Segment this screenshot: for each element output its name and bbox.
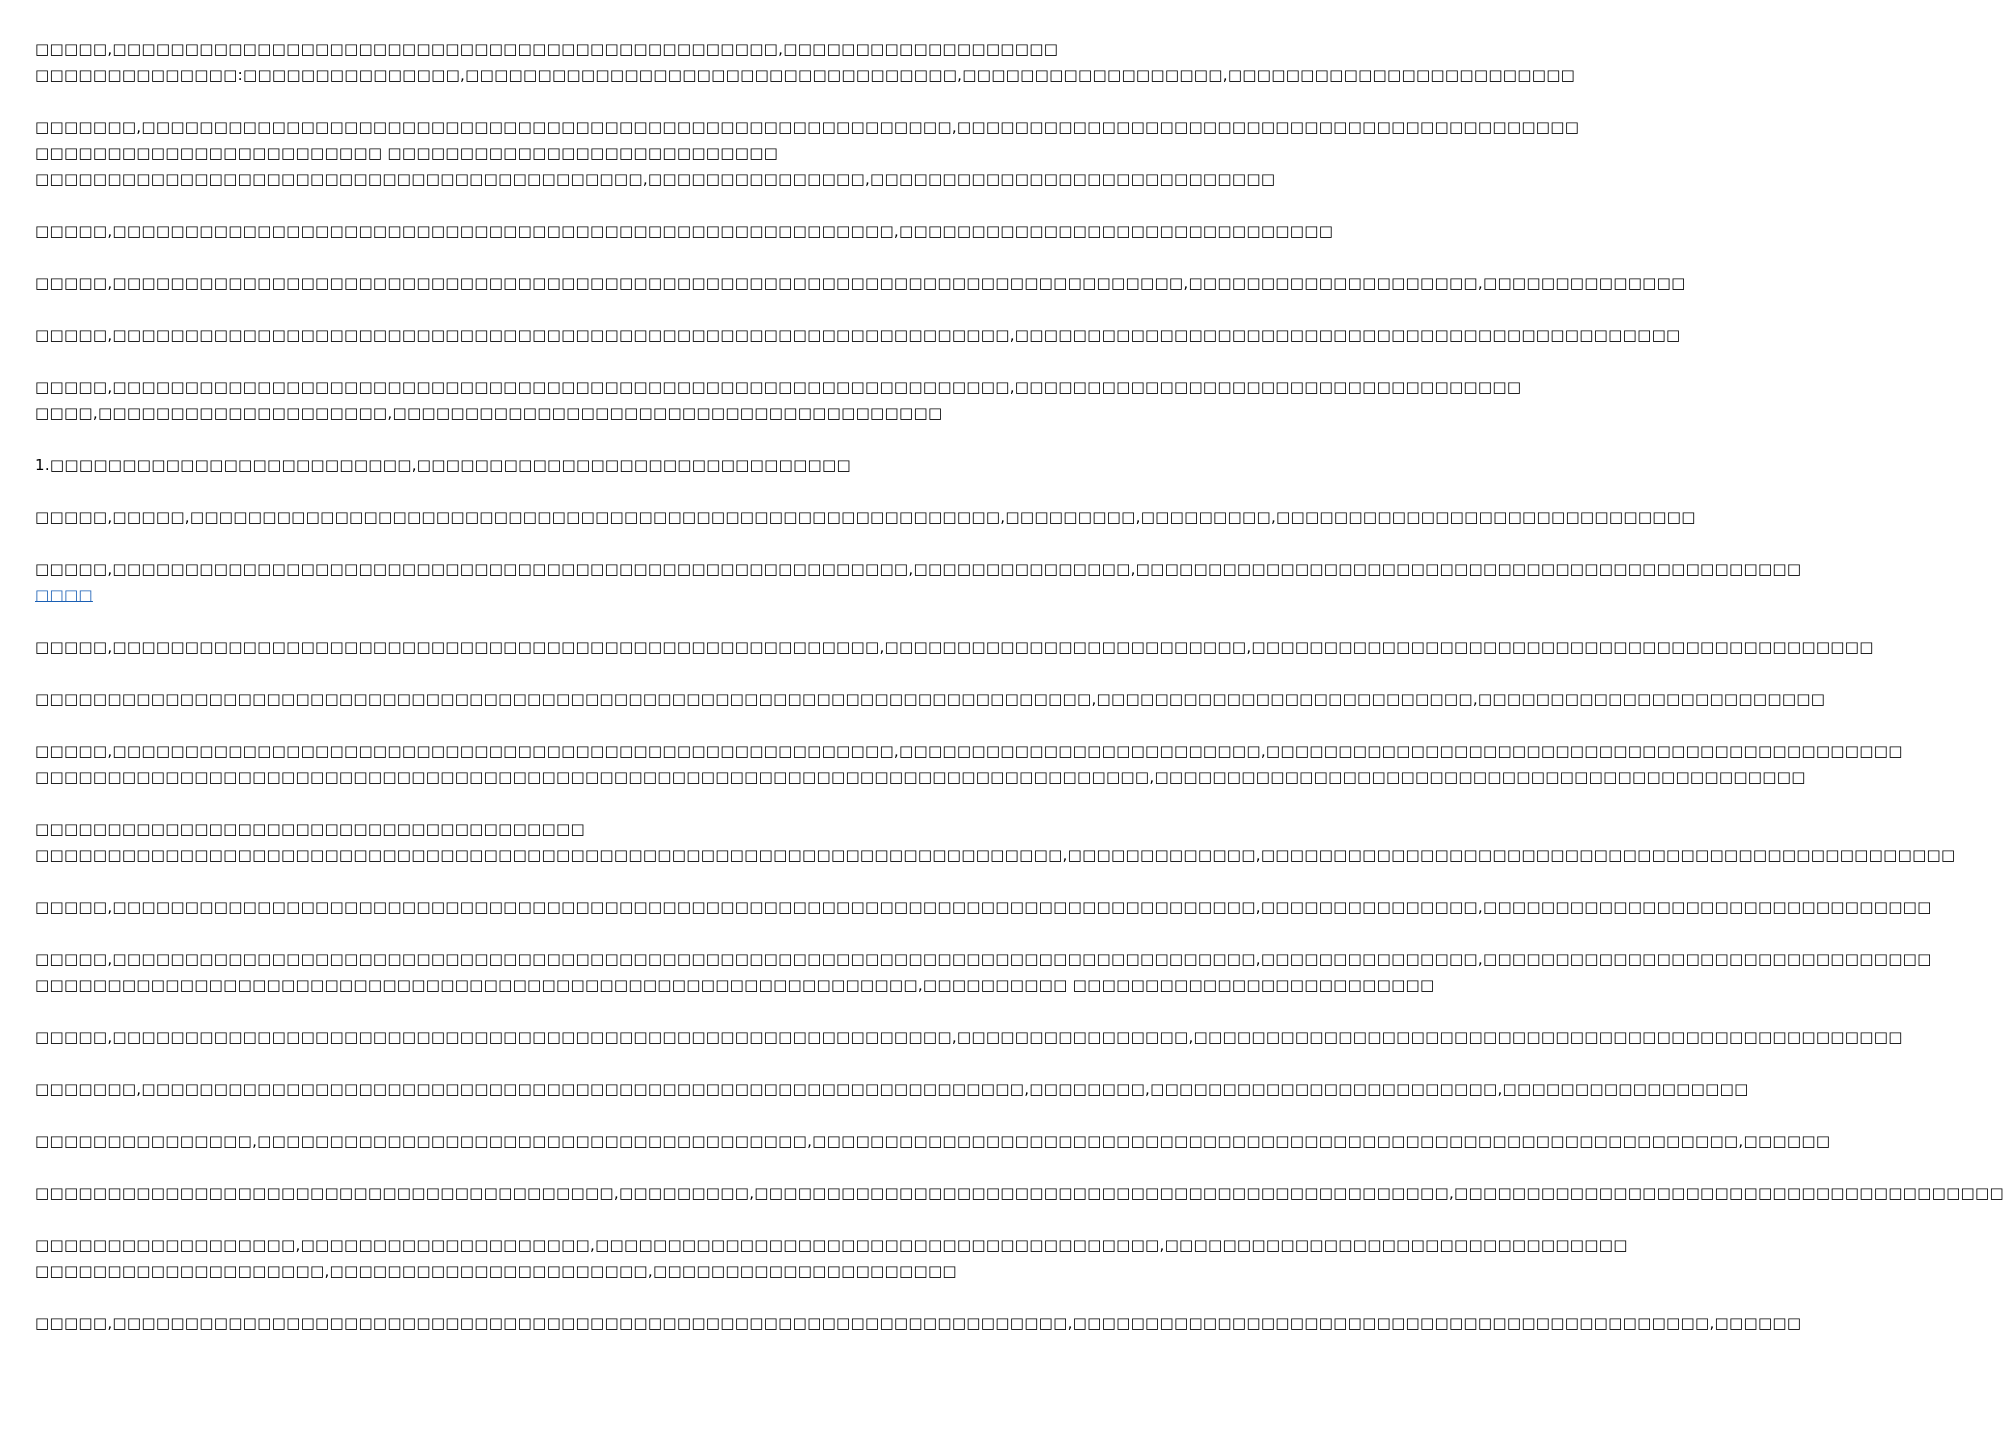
inline-link[interactable]: □□□□ xyxy=(35,586,93,604)
paragraph xyxy=(35,218,1334,244)
text-line: □□□□□,□□□□□□□□□□□□□□□□□□□□□□□□□□□□□□□□□□□□□□□□□□□□□□□□□□□□□□□□□□□□□□,□□□□□□□□□□□□□□□□□□□□□□□□□□□□□□□□□□□ xyxy=(35,378,1522,396)
text-line: □□□□□,□□□□□□□□□□□□□□□□□□□□□□□□□□□□□□□□□□□□□□□□□□□□□□□□□□□□□□□□□□,□□□□□□□□□□□□□□□□,□□□□□□□□□□□□□□□□□□□□□□□□□□□□□□□□□□□□□□□□□□□□□□□□□ xyxy=(35,1028,1903,1046)
document-body xyxy=(35,36,2004,1362)
text-line: □□□□□□□□□□□□□□□□□□,□□□□□□□□□□□□□□□□□□□□,□□□□□□□□□□□□□□□□□□□□□□□□□□□□□□□□□□□□□□□,□□□□□□□□□□□□□□□□□□□□□□□□□□□□□□□□ xyxy=(35,1236,1628,1254)
text-line: □□□□□□□,□□□□□□□□□□□□□□□□□□□□□□□□□□□□□□□□□□□□□□□□□□□□□□□□□□□□□□□□□□□□□,□□□□□□□□,□□□□□□□□□□□□□□□□□□□□□□□□,□□□□□□□□□□□□□□□□□ xyxy=(35,1080,1749,1098)
text-line: □□□□□□□□□□□□□□□□□□□□□□□□ □□□□□□□□□□□□□□□□□□□□□□□□□□□ xyxy=(35,144,779,162)
paragraph xyxy=(35,686,1826,712)
text-line: □□□□□,□□□□□□□□□□□□□□□□□□□□□□□□□□□□□□□□□□□□□□□□□□□□□□□□□□□□□□□,□□□□□□□□□□□□□□□,□□□□□□□□□□□□□□□□□□□□□□□□□□□□□□□□□□□□□□□□□□□□□□ xyxy=(35,560,1802,578)
paragraph xyxy=(35,322,1681,348)
paragraph xyxy=(35,374,1522,426)
paragraph xyxy=(35,1232,1628,1284)
paragraph xyxy=(35,36,1576,88)
paragraph xyxy=(35,504,1696,530)
text-line: □□□□□□□□□□□□□□□□□□□□□□□□□□□□□□□□□□□□□□□□□□□□□□□□□□□□□□□□□□□□□□□□□□□□□□□□□,□□□□□□□□□□□□□□□□□□□□□□□□□□,□□□□□□□□□□□□□□□□□□□□□□□□ xyxy=(35,690,1826,708)
paragraph xyxy=(35,452,989,478)
text-line: □□□□□□□□□□□□□□□□□□□□□□□□□□□□□□□□□□□□□□ xyxy=(35,820,585,838)
paragraph xyxy=(35,1180,2004,1206)
paragraph xyxy=(35,946,1932,998)
text-line: □□□□,□□□□□□□□□□□□□□□□□□□□,□□□□□□□□□□□□□□□□□□□□□□□□□□□□□□□□□□□□□□ xyxy=(35,404,943,422)
text-line: □□□□□□□□□□□□□□□□□□□□□□□□□□□□□□□□□□□□□□□□□□□□□□□□□□□□□□□□□□□□□□□□□□□□□□□,□□□□□□□□□□□□□,□□□□□□□□□□□□□□□□□□□□□□□□□□□□□□□□□□□□□□□□□□□□□□□□ xyxy=(35,846,1956,864)
paragraph xyxy=(35,556,1802,608)
paragraph xyxy=(35,270,1686,296)
paragraph xyxy=(35,738,1903,790)
text-line: □□□□□□□□□□□□□□□□□□□□□□□□□□□□□□□□□□□□□□□□□□□□□□□□□□□□□□□□□□□□□□□□□□□□□□□□□□□□□,□□□□□□□□□□□□□□□□□□□□□□□□□□□□□□□□□□□□□□□□□□□□□ xyxy=(35,768,1806,786)
text-line: □□□□□,□□□□□□□□□□□□□□□□□□□□□□□□□□□□□□□□□□□□□□□□□□□□□□□□□□□□□□□□□□□□□□□□□□□□□□□□□□□□□□□,□□□□□□□□□□□□□□□,□□□□□□□□□□□□□□□□□□□□□□□□□□□□□□□ xyxy=(35,898,1932,916)
text-line: □□□□□□□□□□□□□□□□□□□□□□□□□□□□□□□□□□□□□□□□□□□□□□□□□□□□□□□□□□□□□,□□□□□□□□□□ □□□□□□□□□□□□□□□□□□□□□□□□□ xyxy=(35,976,1435,994)
text-line: 1.□□□□□□□□□□□□□□□□□□□□□□□□□,□□□□□□□□□□□□□□□□□□□□□□□□□□□□□□ xyxy=(35,456,851,474)
text-line: □□□□□□□□□□□□□□□□□□□□□□□□□□□□□□□□□□□□□□□□□□,□□□□□□□□□□□□□□□,□□□□□□□□□□□□□□□□□□□□□□□□□□□□ xyxy=(35,170,1276,188)
text-line: □□□□□,□□□□□□□□□□□□□□□□□□□□□□□□□□□□□□□□□□□□□□□□□□□□□□□□□□□□□□□□□□□□□□□□□□□□□□□□□□,□□□□□□□□□□□□□□□□□□□□,□□□□□□□□□□□□□□ xyxy=(35,274,1686,292)
paragraph xyxy=(35,894,1932,920)
paragraph xyxy=(35,1024,1903,1050)
text-line: □□□□□□□□□□□□□□□□□□□□□□□□□□□□□□□□□□□□□□□□,□□□□□□□□□,□□□□□□□□□□□□□□□□□□□□□□□□□□□□□□□□□□□□□□□□□□□□□□□□,□□□□□□□□□□□□□□□□□□□□□□□□□□□□□□□□□□□□□□ xyxy=(35,1184,2004,1202)
paragraph xyxy=(35,1128,1831,1154)
text-line: □□□□□,□□□□□□□□□□□□□□□□□□□□□□□□□□□□□□□□□□□□□□□□□□□□□□□□□□□□□□,□□□□□□□□□□□□□□□□□□□□□□□□□□□□□□ xyxy=(35,222,1334,240)
paragraph xyxy=(35,1076,1749,1102)
text-line: □□□□□,□□□□□□□□□□□□□□□□□□□□□□□□□□□□□□□□□□□□□□□□□□□□□□□□□□□□□□,□□□□□□□□□□□□□□□□□□□□□□□□□,□□□□□□□□□□□□□□□□□□□□□□□□□□□□□□□□□□□□□□□□□□□□ xyxy=(35,742,1903,760)
text-line: □□□□□,□□□□□,□□□□□□□□□□□□□□□□□□□□□□□□□□□□□□□□□□□□□□□□□□□□□□□□□□□□□□□□,□□□□□□□□□,□□□□□□□□□,□□□□□□□□□□□□□□□□□□□□□□□□□□□□□ xyxy=(35,508,1696,526)
paragraph xyxy=(35,1310,1802,1336)
text-line xyxy=(35,582,989,608)
text-line: □□□□□,□□□□□□□□□□□□□□□□□□□□□□□□□□□□□□□□□□□□□□□□□□□□□□□□□□□□□□□□□□□□□□□□□□□□□□□□□□□□□□□,□□□□□□□□□□□□□□□,□□□□□□□□□□□□□□□□□□□□□□□□□□□□□□□ xyxy=(35,950,1932,968)
text-line: □□□□□□□,□□□□□□□□□□□□□□□□□□□□□□□□□□□□□□□□□□□□□□□□□□□□□□□□□□□□□□□□,□□□□□□□□□□□□□□□□□□□□□□□□□□□□□□□□□□□□□□□□□□□ xyxy=(35,118,1580,136)
paragraph xyxy=(35,114,1580,192)
text-line: □□□□□□□□□□□□□□□,□□□□□□□□□□□□□□□□□□□□□□□□□□□□□□□□□□□□□□,□□□□□□□□□□□□□□□□□□□□□□□□□□□□□□□□□□□□□□□□□□□□□□□□□□□□□□□□□□□□□□□□,□□□□□□ xyxy=(35,1132,1831,1150)
text-line: □□□□□□□□□□□□□□□□□□□□,□□□□□□□□□□□□□□□□□□□□□□,□□□□□□□□□□□□□□□□□□□□□ xyxy=(35,1262,957,1280)
text-line: □□□□□,□□□□□□□□□□□□□□□□□□□□□□□□□□□□□□□□□□□□□□□□□□□□□□□□□□□□□,□□□□□□□□□□□□□□□□□□□□□□□□□,□□□□□□□□□□□□□□□□□□□□□□□□□□□□□□□□□□□□□□□□□□□ xyxy=(35,638,1874,656)
text-line: □□□□□□□□□□□□□□:□□□□□□□□□□□□□□□,□□□□□□□□□□□□□□□□□□□□□□□□□□□□□□□□□□,□□□□□□□□□□□□□□□□□□,□□□□□□□□□□□□□□□□□□□□□□□□ xyxy=(35,66,1576,84)
text-line: □□□□□,□□□□□□□□□□□□□□□□□□□□□□□□□□□□□□□□□□□□□□□□□□□□□□,□□□□□□□□□□□□□□□□□□□ xyxy=(35,40,1059,58)
paragraph xyxy=(35,634,1874,660)
text-line: □□□□□,□□□□□□□□□□□□□□□□□□□□□□□□□□□□□□□□□□□□□□□□□□□□□□□□□□□□□□□□□□□□□□□□□□,□□□□□□□□□□□□□□□□□□□□□□□□□□□□□□□□□□□□□□□□□□□□,□□□□□□ xyxy=(35,1314,1802,1332)
text-line: □□□□□,□□□□□□□□□□□□□□□□□□□□□□□□□□□□□□□□□□□□□□□□□□□□□□□□□□□□□□□□□□□□□□,□□□□□□□□□□□□□□□□□□□□□□□□□□□□□□□□□□□□□□□□□□□□□□ xyxy=(35,326,1681,344)
paragraph xyxy=(35,816,1956,868)
